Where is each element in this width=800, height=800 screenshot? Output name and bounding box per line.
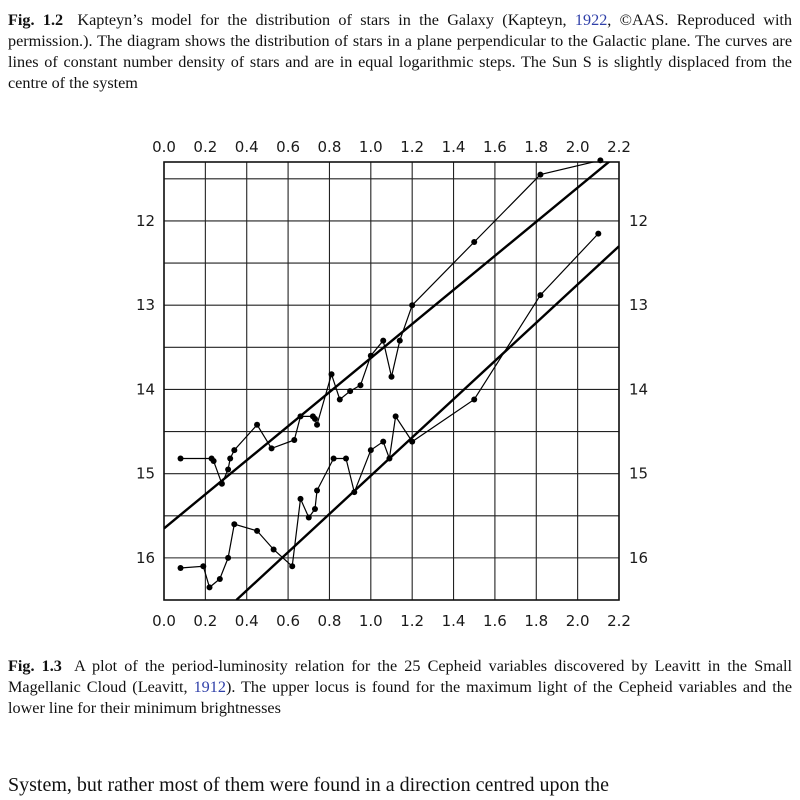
caption-top-text-end: , ©AAS. Reproduced with permission.). The diagram shows the distribution of stars in a plane perpendicular to the Galactic plane. The curves are lines of constant number density of stars and are in equal logarithmic steps. The Sun S is slightly displaced from the centre of the system <box>8 11 793 92</box>
minimum-data-point <box>471 397 477 403</box>
y-tick-label-right: 13 <box>629 296 649 315</box>
minimum-data-point <box>312 506 318 512</box>
minimum-fit-line <box>236 246 619 600</box>
maximum-data-point <box>298 413 304 419</box>
x-tick-label-bottom: 1.4 <box>441 612 466 630</box>
minimum-data-point <box>409 439 415 445</box>
citation-link-1912[interactable]: 1912 <box>193 678 226 696</box>
minimum-data-point <box>380 439 386 445</box>
x-tick-label-top: 2.0 <box>565 138 590 156</box>
x-tick-label-top: 1.2 <box>400 138 425 156</box>
x-tick-label-bottom: 0.2 <box>193 612 218 630</box>
figure-label-bottom: Fig. 1.3 <box>8 657 62 675</box>
chart-svg <box>130 130 650 640</box>
maximum-data-point <box>368 353 374 359</box>
minimum-data-point <box>178 565 184 571</box>
y-tick-label-left: 12 <box>136 211 156 230</box>
x-tick-label-bottom: 1.6 <box>482 612 507 630</box>
minimum-data-point <box>298 496 304 502</box>
maximum-data-point <box>178 455 184 461</box>
x-tick-label-bottom: 0.6 <box>276 612 301 630</box>
maximum-data-point <box>227 455 233 461</box>
x-tick-label-bottom: 2.0 <box>565 612 590 630</box>
minimum-series-line <box>181 234 599 588</box>
maximum-data-point <box>380 338 386 344</box>
x-tick-label-bottom: 2.2 <box>607 612 631 630</box>
maximum-data-point <box>225 466 231 472</box>
minimum-data-point <box>289 563 295 569</box>
maximum-data-point <box>397 338 403 344</box>
minimum-data-point <box>254 528 260 534</box>
figure-caption-bottom <box>8 656 792 719</box>
maximum-data-point <box>269 445 275 451</box>
maximum-data-point <box>312 416 318 422</box>
x-tick-label-bottom: 0.0 <box>152 612 176 630</box>
x-tick-label-top: 0.6 <box>276 138 301 156</box>
minimum-data-point <box>331 455 337 461</box>
y-tick-label-left: 13 <box>136 296 156 315</box>
maximum-data-point <box>537 172 543 178</box>
citation-link-1922[interactable]: 1922 <box>574 11 608 29</box>
maximum-fit-line <box>164 154 619 529</box>
maximum-data-point <box>409 302 415 308</box>
minimum-data-point <box>231 521 237 527</box>
minimum-data-point <box>537 292 543 298</box>
figure-caption-top <box>8 10 792 94</box>
y-tick-label-left: 16 <box>136 548 156 567</box>
maximum-data-point <box>211 458 217 464</box>
minimum-data-point <box>306 514 312 520</box>
y-tick-label-right: 15 <box>629 464 649 483</box>
maximum-data-point <box>329 371 335 377</box>
x-tick-label-top: 2.2 <box>607 138 631 156</box>
maximum-data-point <box>357 382 363 388</box>
minimum-data-point <box>393 413 399 419</box>
period-luminosity-chart <box>130 130 650 640</box>
x-tick-label-top: 0.8 <box>317 138 342 156</box>
y-tick-label-left: 15 <box>136 464 156 483</box>
minimum-data-point <box>386 455 392 461</box>
x-tick-label-bottom: 0.4 <box>234 612 259 630</box>
x-tick-label-top: 1.8 <box>524 138 549 156</box>
minimum-data-point <box>351 489 357 495</box>
minimum-data-point <box>207 584 213 590</box>
x-tick-label-top: 0.4 <box>234 138 259 156</box>
minimum-data-point <box>314 488 320 494</box>
maximum-data-point <box>314 422 320 428</box>
x-tick-label-top: 0.2 <box>193 138 218 156</box>
minimum-data-point <box>225 555 231 561</box>
minimum-data-point <box>343 455 349 461</box>
y-tick-label-right: 14 <box>629 380 649 399</box>
minimum-data-point <box>595 231 601 237</box>
x-tick-label-top: 1.0 <box>358 138 383 156</box>
y-tick-label-right: 12 <box>629 211 649 230</box>
x-tick-label-bottom: 1.2 <box>400 612 425 630</box>
maximum-data-point <box>347 388 353 394</box>
maximum-data-point <box>471 239 477 245</box>
minimum-data-point <box>271 546 277 552</box>
x-tick-label-bottom: 0.8 <box>317 612 342 630</box>
x-tick-label-top: 1.6 <box>482 138 507 156</box>
y-tick-label-left: 14 <box>136 380 156 399</box>
x-tick-label-top: 1.4 <box>441 138 466 156</box>
x-tick-label-top: 0.0 <box>152 138 176 156</box>
minimum-data-point <box>368 447 374 453</box>
maximum-data-point <box>219 481 225 487</box>
minimum-data-point <box>217 576 223 582</box>
maximum-data-point <box>254 422 260 428</box>
figure-label-top: Fig. 1.2 <box>8 11 64 29</box>
maximum-data-point <box>291 437 297 443</box>
maximum-data-point <box>389 374 395 380</box>
caption-bottom-text-end: ). The upper locus is found for the maximum light of the Cepheid variables and the lower line for their minimum brightnesses <box>8 678 793 717</box>
x-tick-label-bottom: 1.8 <box>524 612 549 630</box>
x-tick-label-bottom: 1.0 <box>358 612 383 630</box>
y-tick-label-right: 16 <box>629 548 649 567</box>
maximum-data-point <box>337 397 343 403</box>
caption-bottom-text-start: A plot of the period-luminosity relation for the 25 Cepheid variables discovered by Leavitt in the Small Magellanic Cloud (Leavitt, <box>8 657 792 696</box>
caption-top-text-start: Kapteyn’s model for the distribution of stars in the Galaxy (Kapteyn, <box>77 11 567 29</box>
minimum-data-point <box>200 563 206 569</box>
body-paragraph: System, but rather most of them were found in a direction centred upon the <box>8 774 609 796</box>
maximum-data-point <box>231 447 237 453</box>
maximum-data-point <box>597 157 603 163</box>
